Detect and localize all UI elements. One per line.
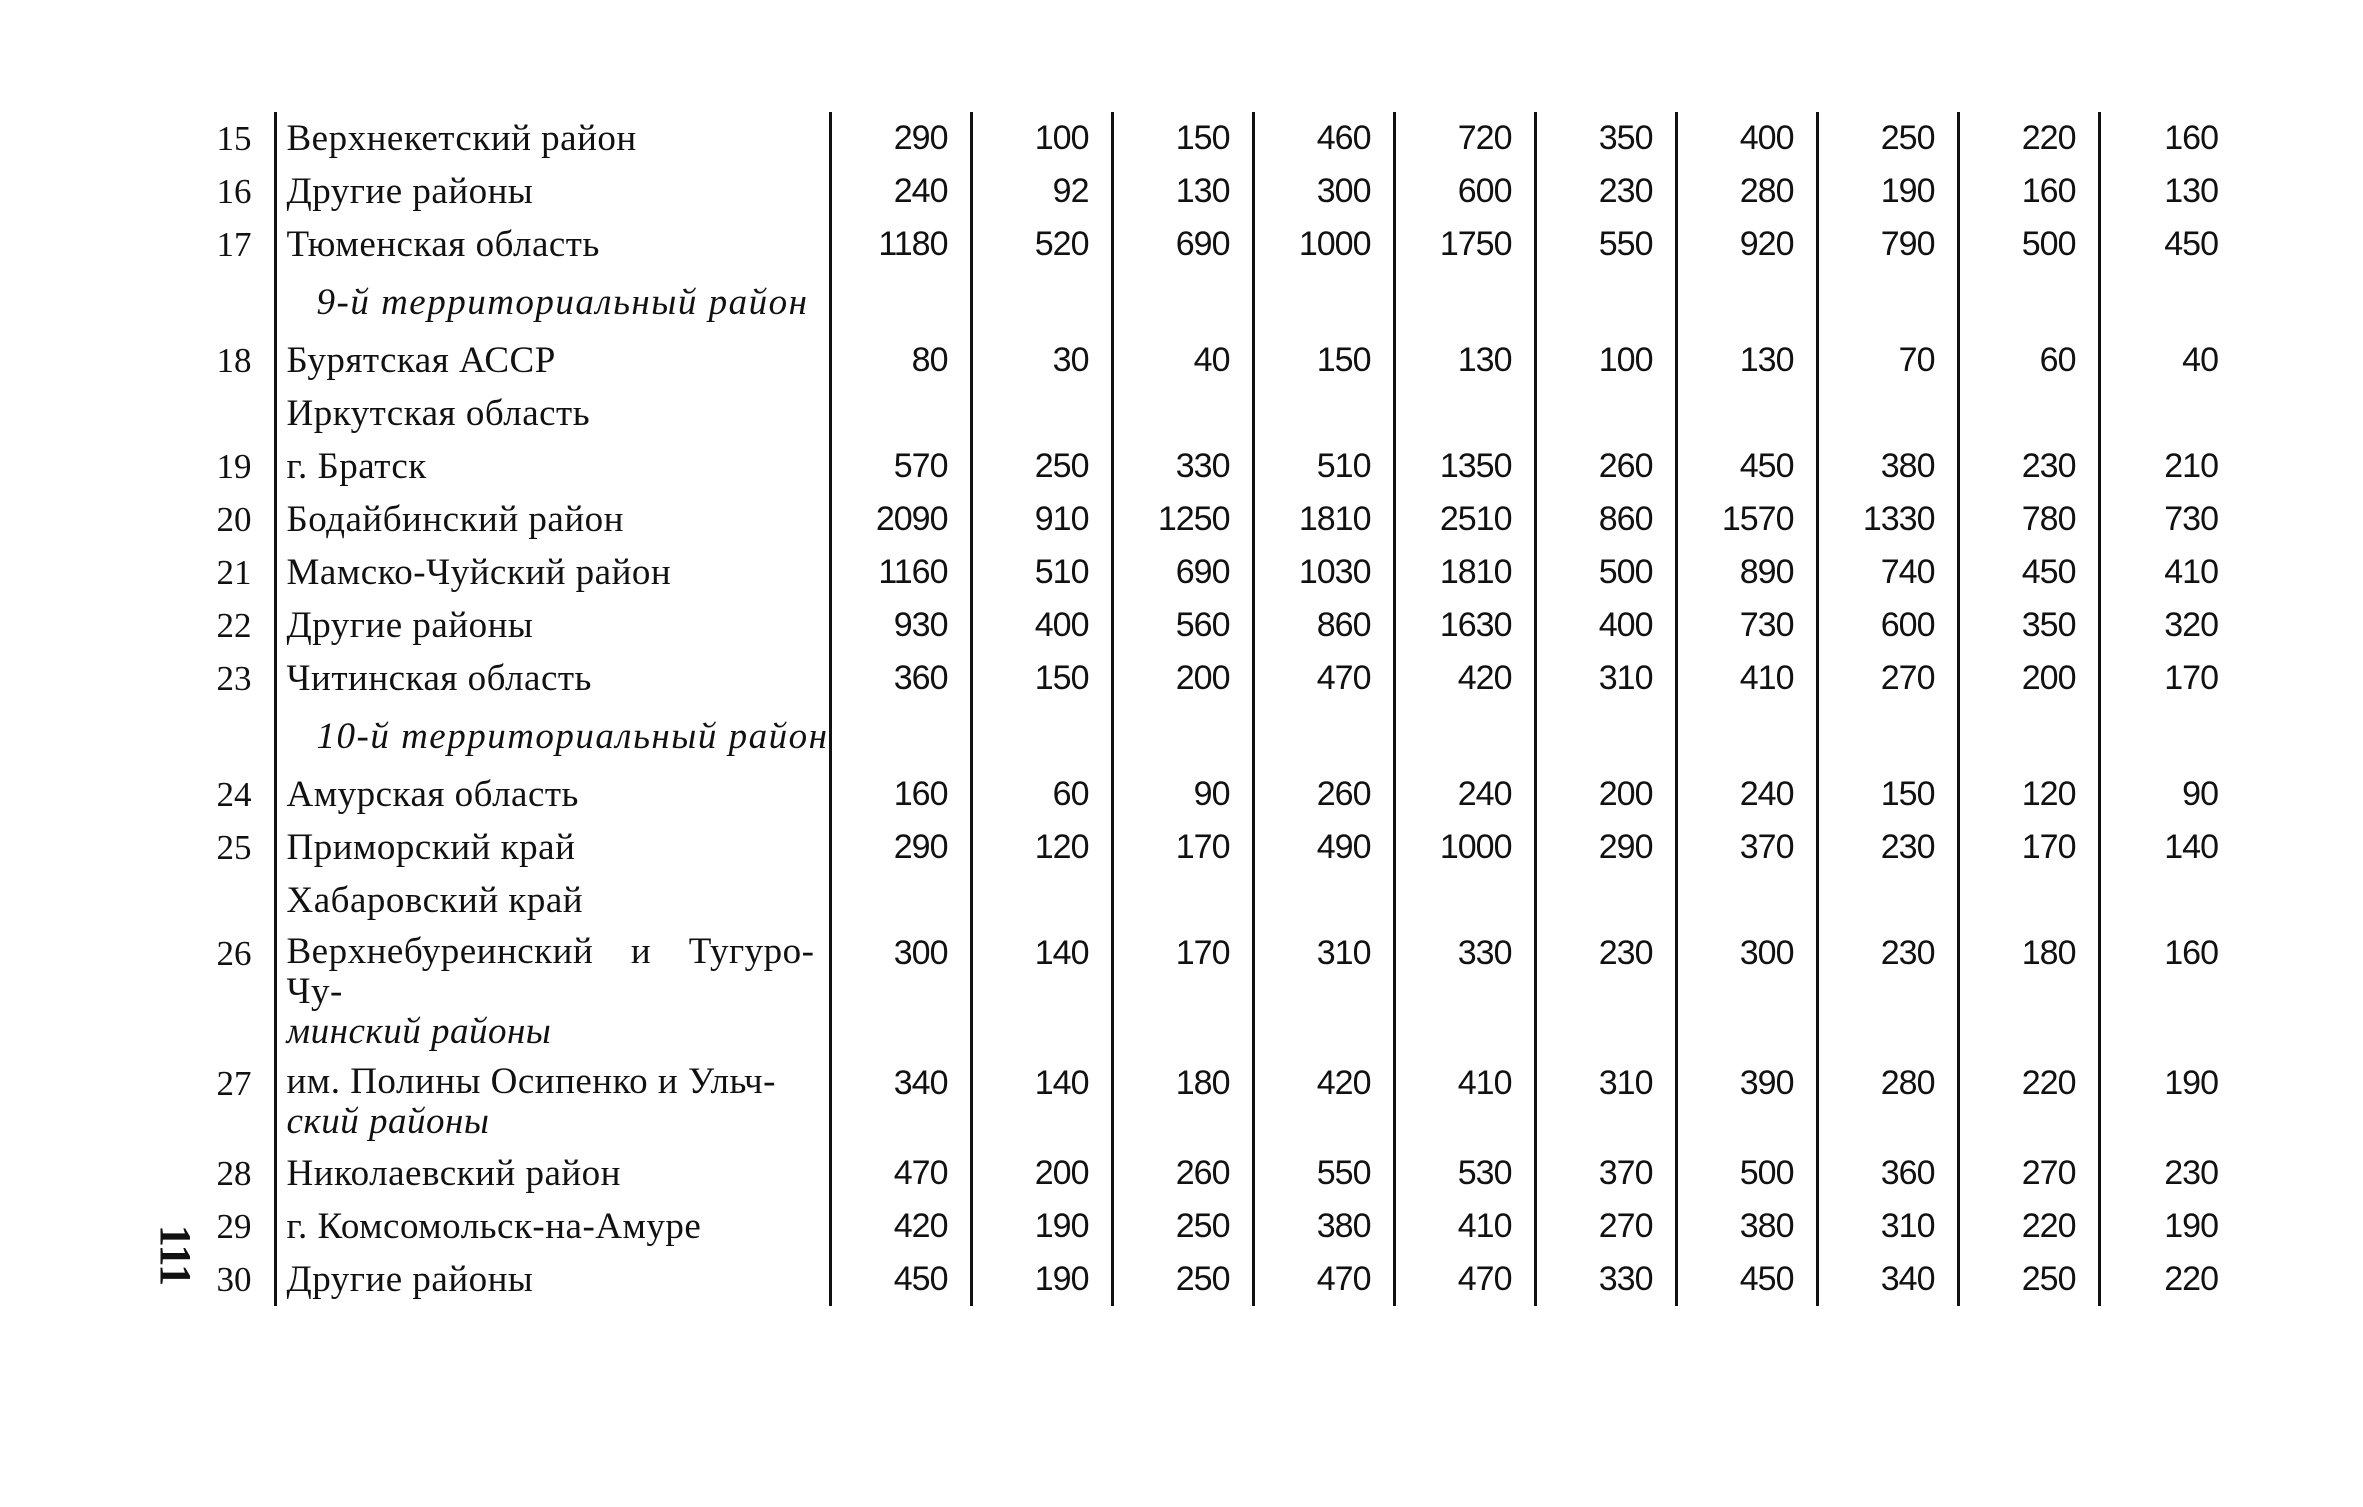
section-heading: 10-й территориальный район xyxy=(275,705,830,768)
empty-number-cell xyxy=(190,271,275,334)
value-cell: 130 xyxy=(2099,165,2240,218)
value-cell: 500 xyxy=(1958,218,2099,271)
empty-value-cell xyxy=(1676,705,1817,768)
value-cell: 570 xyxy=(830,440,971,493)
value-cell: 470 xyxy=(830,1147,971,1200)
value-cell: 330 xyxy=(1535,1253,1676,1306)
empty-value-cell xyxy=(1817,387,1958,440)
empty-value-cell xyxy=(1676,387,1817,440)
value-cell: 730 xyxy=(2099,493,2240,546)
value-cell: 370 xyxy=(1535,1147,1676,1200)
value-cell: 100 xyxy=(1535,334,1676,387)
empty-number-cell xyxy=(190,874,275,927)
value-cell: 240 xyxy=(830,165,971,218)
region-name-text: Тюменская область xyxy=(286,224,600,265)
value-cell: 250 xyxy=(1817,112,1958,165)
value-cell: 250 xyxy=(1112,1253,1253,1306)
region-name xyxy=(275,599,830,652)
value-cell: 150 xyxy=(1253,334,1394,387)
group-header-row xyxy=(190,387,2240,440)
value-cell: 220 xyxy=(2099,1253,2240,1306)
value-cell: 230 xyxy=(1958,440,2099,493)
region-name-text: Мамско-Чуйский район xyxy=(286,552,672,593)
value-cell: 470 xyxy=(1253,1253,1394,1306)
value-cell: 130 xyxy=(1676,334,1817,387)
value-cell: 270 xyxy=(1535,1200,1676,1253)
value-cell: 170 xyxy=(1112,821,1253,874)
value-cell: 40 xyxy=(1112,334,1253,387)
value-cell: 600 xyxy=(1817,599,1958,652)
row-number: 15 xyxy=(216,119,252,158)
value-cell: 510 xyxy=(971,546,1112,599)
region-name-text: Верхнекетский район xyxy=(286,118,637,159)
table-row xyxy=(190,334,2240,387)
value-cell: 190 xyxy=(1817,165,1958,218)
row-number: 17 xyxy=(216,225,252,264)
empty-value-cell xyxy=(2099,874,2240,927)
value-cell: 70 xyxy=(1817,334,1958,387)
value-cell: 380 xyxy=(1676,1200,1817,1253)
section-heading: 9-й территориальный район xyxy=(275,271,830,334)
empty-value-cell xyxy=(1394,705,1535,768)
region-name xyxy=(275,1200,830,1253)
region-name xyxy=(275,546,830,599)
value-cell: 780 xyxy=(1958,493,2099,546)
empty-value-cell xyxy=(1535,705,1676,768)
empty-value-cell xyxy=(1958,387,2099,440)
table-row xyxy=(190,927,2240,1057)
empty-value-cell xyxy=(1112,705,1253,768)
value-cell: 60 xyxy=(971,768,1112,821)
region-name xyxy=(275,493,830,546)
region-name xyxy=(275,821,830,874)
value-cell: 530 xyxy=(1394,1147,1535,1200)
value-cell: 360 xyxy=(1817,1147,1958,1200)
region-name-text: Бодайбинский район xyxy=(286,499,624,540)
value-cell: 150 xyxy=(1112,112,1253,165)
section-heading-row xyxy=(190,271,2240,334)
value-cell: 90 xyxy=(1112,768,1253,821)
region-name xyxy=(275,768,830,821)
value-cell: 690 xyxy=(1112,218,1253,271)
value-cell: 690 xyxy=(1112,546,1253,599)
value-cell: 410 xyxy=(2099,546,2240,599)
empty-value-cell xyxy=(2099,705,2240,768)
value-cell: 140 xyxy=(971,927,1112,1057)
value-cell: 160 xyxy=(2099,927,2240,1057)
region-name xyxy=(275,652,830,705)
empty-value-cell xyxy=(1817,874,1958,927)
empty-value-cell xyxy=(1817,705,1958,768)
value-cell: 250 xyxy=(1112,1200,1253,1253)
value-cell: 260 xyxy=(1253,768,1394,821)
empty-value-cell xyxy=(971,874,1112,927)
value-cell: 120 xyxy=(1958,768,2099,821)
value-cell: 550 xyxy=(1253,1147,1394,1200)
value-cell: 330 xyxy=(1112,440,1253,493)
value-cell: 2510 xyxy=(1394,493,1535,546)
value-cell: 290 xyxy=(830,821,971,874)
value-cell: 420 xyxy=(830,1200,971,1253)
region-name xyxy=(275,927,830,1057)
value-cell: 550 xyxy=(1535,218,1676,271)
value-cell: 1750 xyxy=(1394,218,1535,271)
value-cell: 200 xyxy=(1535,768,1676,821)
value-cell: 1330 xyxy=(1817,493,1958,546)
value-cell: 280 xyxy=(1676,165,1817,218)
value-cell: 450 xyxy=(1676,1253,1817,1306)
value-cell: 150 xyxy=(971,652,1112,705)
empty-value-cell xyxy=(1817,271,1958,334)
empty-value-cell xyxy=(1676,874,1817,927)
region-name-text: Другие районы xyxy=(286,171,534,212)
empty-value-cell xyxy=(830,387,971,440)
row-number: 24 xyxy=(216,775,252,814)
value-cell: 130 xyxy=(1394,334,1535,387)
empty-value-cell xyxy=(1676,271,1817,334)
value-cell: 230 xyxy=(1535,165,1676,218)
empty-value-cell xyxy=(2099,271,2240,334)
value-cell: 400 xyxy=(1535,599,1676,652)
value-cell: 100 xyxy=(971,112,1112,165)
region-name-text: г. Комсомольск-на-Амуре xyxy=(286,1206,702,1247)
value-cell: 730 xyxy=(1676,599,1817,652)
value-cell: 1160 xyxy=(830,546,971,599)
value-cell: 300 xyxy=(830,927,971,1057)
region-name xyxy=(275,218,830,271)
row-number: 25 xyxy=(216,828,252,867)
value-cell: 290 xyxy=(1535,821,1676,874)
empty-value-cell xyxy=(1253,387,1394,440)
empty-value-cell xyxy=(830,271,971,334)
value-cell: 290 xyxy=(830,112,971,165)
value-cell: 1810 xyxy=(1394,546,1535,599)
value-cell: 1630 xyxy=(1394,599,1535,652)
value-cell: 200 xyxy=(971,1147,1112,1200)
region-name-text: Верхнебуреинский и Тугуро-Чу- xyxy=(286,931,815,1012)
value-cell: 40 xyxy=(2099,334,2240,387)
value-cell: 600 xyxy=(1394,165,1535,218)
value-cell: 80 xyxy=(830,334,971,387)
empty-number-cell xyxy=(190,387,275,440)
value-cell: 460 xyxy=(1253,112,1394,165)
value-cell: 170 xyxy=(1112,927,1253,1057)
table-row xyxy=(190,165,2240,218)
empty-value-cell xyxy=(971,705,1112,768)
value-cell: 790 xyxy=(1817,218,1958,271)
value-cell: 1350 xyxy=(1394,440,1535,493)
value-cell: 500 xyxy=(1535,546,1676,599)
value-cell: 230 xyxy=(1817,821,1958,874)
value-cell: 310 xyxy=(1535,652,1676,705)
empty-value-cell xyxy=(1394,874,1535,927)
value-cell: 400 xyxy=(971,599,1112,652)
value-cell: 90 xyxy=(2099,768,2240,821)
table-row xyxy=(190,493,2240,546)
region-name-text: г. Братск xyxy=(286,446,427,487)
value-cell: 310 xyxy=(1253,927,1394,1057)
empty-value-cell xyxy=(1112,874,1253,927)
value-cell: 380 xyxy=(1817,440,1958,493)
value-cell: 1030 xyxy=(1253,546,1394,599)
value-cell: 250 xyxy=(1958,1253,2099,1306)
region-name-text: Николаевский район xyxy=(286,1153,621,1194)
value-cell: 490 xyxy=(1253,821,1394,874)
value-cell: 320 xyxy=(2099,599,2240,652)
table-row xyxy=(190,1057,2240,1147)
value-cell: 1180 xyxy=(830,218,971,271)
value-cell: 30 xyxy=(971,334,1112,387)
region-name xyxy=(275,334,830,387)
table-row xyxy=(190,218,2240,271)
table-row xyxy=(190,652,2240,705)
value-cell: 260 xyxy=(1535,440,1676,493)
row-number: 26 xyxy=(216,934,252,973)
group-header: Иркутская область xyxy=(275,387,830,440)
value-cell: 210 xyxy=(2099,440,2240,493)
value-cell: 170 xyxy=(1958,821,2099,874)
value-cell: 500 xyxy=(1676,1147,1817,1200)
value-cell: 450 xyxy=(1676,440,1817,493)
row-number: 16 xyxy=(216,172,252,211)
value-cell: 330 xyxy=(1394,927,1535,1057)
table-row xyxy=(190,1147,2240,1200)
value-cell: 450 xyxy=(830,1253,971,1306)
value-cell: 410 xyxy=(1676,652,1817,705)
region-name xyxy=(275,1147,830,1200)
region-name-text: Другие районы xyxy=(286,1259,534,1300)
value-cell: 190 xyxy=(2099,1200,2240,1253)
region-name xyxy=(275,112,830,165)
empty-value-cell xyxy=(1394,271,1535,334)
region-name-text: Бурятская АССР xyxy=(286,340,556,381)
value-cell: 1000 xyxy=(1253,218,1394,271)
value-cell: 200 xyxy=(1958,652,2099,705)
value-cell: 280 xyxy=(1817,1057,1958,1147)
value-cell: 170 xyxy=(2099,652,2240,705)
value-cell: 92 xyxy=(971,165,1112,218)
region-name xyxy=(275,1253,830,1306)
value-cell: 450 xyxy=(1958,546,2099,599)
value-cell: 230 xyxy=(2099,1147,2240,1200)
value-cell: 340 xyxy=(830,1057,971,1147)
value-cell: 150 xyxy=(1817,768,1958,821)
value-cell: 360 xyxy=(830,652,971,705)
row-number: 27 xyxy=(216,1064,252,1103)
region-name xyxy=(275,440,830,493)
value-cell: 930 xyxy=(830,599,971,652)
table-row xyxy=(190,440,2240,493)
value-cell: 910 xyxy=(971,493,1112,546)
table-body xyxy=(190,112,2240,1306)
value-cell: 160 xyxy=(1958,165,2099,218)
value-cell: 190 xyxy=(971,1200,1112,1253)
statistics-table-container xyxy=(190,112,2240,1306)
value-cell: 740 xyxy=(1817,546,1958,599)
empty-value-cell xyxy=(971,271,1112,334)
value-cell: 390 xyxy=(1676,1057,1817,1147)
value-cell: 190 xyxy=(2099,1057,2240,1147)
value-cell: 400 xyxy=(1676,112,1817,165)
value-cell: 510 xyxy=(1253,440,1394,493)
table-row xyxy=(190,821,2240,874)
value-cell: 350 xyxy=(1958,599,2099,652)
value-cell: 420 xyxy=(1253,1057,1394,1147)
value-cell: 180 xyxy=(1112,1057,1253,1147)
value-cell: 350 xyxy=(1535,112,1676,165)
table-row xyxy=(190,599,2240,652)
value-cell: 340 xyxy=(1817,1253,1958,1306)
table-row xyxy=(190,112,2240,165)
value-cell: 920 xyxy=(1676,218,1817,271)
value-cell: 300 xyxy=(1676,927,1817,1057)
row-number: 19 xyxy=(216,447,252,486)
table-row xyxy=(190,1200,2240,1253)
value-cell: 310 xyxy=(1817,1200,1958,1253)
value-cell: 370 xyxy=(1676,821,1817,874)
row-number: 30 xyxy=(216,1260,252,1299)
empty-value-cell xyxy=(830,874,971,927)
value-cell: 60 xyxy=(1958,334,2099,387)
region-name-text: Читинская область xyxy=(286,658,592,699)
value-cell: 720 xyxy=(1394,112,1535,165)
row-number: 18 xyxy=(216,341,252,380)
value-cell: 230 xyxy=(1535,927,1676,1057)
value-cell: 410 xyxy=(1394,1057,1535,1147)
value-cell: 140 xyxy=(2099,821,2240,874)
table-row xyxy=(190,546,2240,599)
value-cell: 470 xyxy=(1394,1253,1535,1306)
section-heading-row xyxy=(190,705,2240,768)
row-number: 22 xyxy=(216,606,252,645)
empty-value-cell xyxy=(2099,387,2240,440)
value-cell: 160 xyxy=(2099,112,2240,165)
value-cell: 450 xyxy=(2099,218,2240,271)
table-row xyxy=(190,768,2240,821)
empty-value-cell xyxy=(1535,874,1676,927)
value-cell: 300 xyxy=(1253,165,1394,218)
statistics-table xyxy=(190,112,2240,1306)
row-number: 29 xyxy=(216,1207,252,1246)
value-cell: 260 xyxy=(1112,1147,1253,1200)
empty-value-cell xyxy=(1958,874,2099,927)
value-cell: 270 xyxy=(1958,1147,2099,1200)
value-cell: 420 xyxy=(1394,652,1535,705)
page-number: 111 xyxy=(151,1224,201,1287)
value-cell: 2090 xyxy=(830,493,971,546)
value-cell: 230 xyxy=(1817,927,1958,1057)
row-number: 21 xyxy=(216,553,252,592)
empty-value-cell xyxy=(1112,387,1253,440)
value-cell: 860 xyxy=(1535,493,1676,546)
value-cell: 220 xyxy=(1958,112,2099,165)
value-cell: 190 xyxy=(971,1253,1112,1306)
empty-value-cell xyxy=(1253,705,1394,768)
empty-value-cell xyxy=(1253,271,1394,334)
value-cell: 1250 xyxy=(1112,493,1253,546)
value-cell: 240 xyxy=(1676,768,1817,821)
region-name-continuation: ский районы xyxy=(286,1101,490,1142)
value-cell: 310 xyxy=(1535,1057,1676,1147)
region-name-text: Другие районы xyxy=(286,605,534,646)
empty-value-cell xyxy=(830,705,971,768)
empty-value-cell xyxy=(1535,271,1676,334)
value-cell: 250 xyxy=(971,440,1112,493)
group-header-row xyxy=(190,874,2240,927)
value-cell: 380 xyxy=(1253,1200,1394,1253)
empty-number-cell xyxy=(190,705,275,768)
empty-value-cell xyxy=(1394,387,1535,440)
empty-value-cell xyxy=(971,387,1112,440)
value-cell: 140 xyxy=(971,1057,1112,1147)
value-cell: 1810 xyxy=(1253,493,1394,546)
value-cell: 270 xyxy=(1817,652,1958,705)
empty-value-cell xyxy=(1112,271,1253,334)
value-cell: 180 xyxy=(1958,927,2099,1057)
value-cell: 1570 xyxy=(1676,493,1817,546)
value-cell: 200 xyxy=(1112,652,1253,705)
row-number: 28 xyxy=(216,1154,252,1193)
empty-value-cell xyxy=(1958,705,2099,768)
value-cell: 860 xyxy=(1253,599,1394,652)
region-name xyxy=(275,1057,830,1147)
empty-value-cell xyxy=(1253,874,1394,927)
table-row xyxy=(190,1253,2240,1306)
value-cell: 1000 xyxy=(1394,821,1535,874)
region-name-text: им. Полины Осипенко и Ульч- xyxy=(286,1061,776,1102)
value-cell: 220 xyxy=(1958,1057,2099,1147)
value-cell: 410 xyxy=(1394,1200,1535,1253)
region-name-text: Приморский край xyxy=(286,827,576,868)
value-cell: 220 xyxy=(1958,1200,2099,1253)
group-header: Хабаровский край xyxy=(275,874,830,927)
value-cell: 130 xyxy=(1112,165,1253,218)
empty-value-cell xyxy=(1958,271,2099,334)
value-cell: 520 xyxy=(971,218,1112,271)
row-number: 20 xyxy=(216,500,252,539)
region-name-continuation: минский районы xyxy=(286,1011,552,1052)
region-name xyxy=(275,165,830,218)
value-cell: 470 xyxy=(1253,652,1394,705)
value-cell: 890 xyxy=(1676,546,1817,599)
value-cell: 560 xyxy=(1112,599,1253,652)
value-cell: 120 xyxy=(971,821,1112,874)
region-name-text: Амурская область xyxy=(286,774,579,815)
value-cell: 160 xyxy=(830,768,971,821)
empty-value-cell xyxy=(1535,387,1676,440)
row-number: 23 xyxy=(216,659,252,698)
value-cell: 240 xyxy=(1394,768,1535,821)
